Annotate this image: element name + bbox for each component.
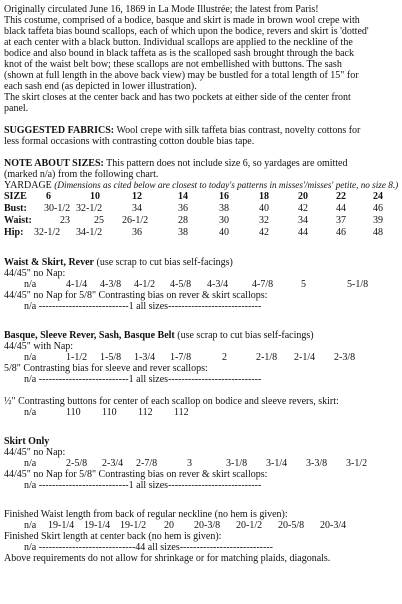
size-chart-row-bust [4, 203, 398, 215]
yardage-cell: 2-3/8 [334, 352, 356, 363]
yardage-cell: 4-1/4 [66, 279, 88, 290]
intro-line: each sash end (as depicted in lower illustration). [4, 81, 197, 92]
size-chart-cell: 32 [259, 215, 269, 226]
yardage-cell: 1-3/4 [134, 352, 156, 363]
finished-waist-row [4, 520, 398, 531]
yardage-cell: 3-1/8 [226, 458, 248, 469]
all-sizes-line: n/a ---------------------------1 all sizes---------------------------- [24, 301, 262, 312]
skirt-only-section [4, 436, 398, 491]
basque-heading: Basque, Sleeve Rever, Sash, Basque Belt [4, 330, 175, 341]
size-chart-cell: 22 [336, 191, 346, 202]
basque-heading-note: (use scrap to cut bias self-facings) [174, 330, 314, 341]
finished-waist-line: Finished Waist length from back of regular neckline (no hem is given): [4, 509, 288, 520]
yardage-label: YARDAGE [4, 180, 55, 191]
intro-line: Originally circulated June 16, 1869 in La Mode Illustrée; the latest from Paris! [4, 4, 319, 15]
buttons-line: ½" Contrasting buttons for center of each scallop on bodice and sleeve revers, skirt: [4, 396, 339, 407]
finished-waist-cell: 20-3/8 [194, 520, 221, 531]
size-chart-cell: 28 [178, 215, 188, 226]
yardage-cell: 3 [187, 458, 192, 469]
size-chart-cell: 39 [373, 215, 383, 226]
size-chart-cell: 24 [373, 191, 383, 202]
size-chart-cell: 30-1/2 [44, 203, 71, 214]
fabrics-text: Wool crepe with silk taffeta bias contrast, novelty cottons for [114, 125, 361, 136]
size-chart-cell: 42 [259, 227, 269, 238]
buttons-cell: n/a [24, 407, 37, 418]
size-chart-label: Bust: [4, 203, 27, 214]
all-sizes-line: n/a -----------------------------44 all sizes---------------------------- [24, 542, 273, 553]
intro-line: knot of the waist belt bow; these scallops are not embellished with buttons. The sash [4, 59, 342, 70]
fabric-line: 44/45" no Nap: [4, 268, 66, 279]
intro-line: bodice and also bound in black taffeta as is the scalloped sash brought through the back [4, 48, 354, 59]
size-chart-cell: 46 [373, 203, 383, 214]
size-chart-cell: 46 [336, 227, 346, 238]
finished-lengths-section [4, 509, 398, 564]
size-chart-label: Hip: [4, 227, 24, 238]
finished-waist-cell: 19-1/4 [84, 520, 111, 531]
yardage-cell: 2-5/8 [66, 458, 88, 469]
size-chart-cell: 10 [90, 191, 100, 202]
yardage-cell: 3-1/2 [346, 458, 368, 469]
size-chart-cell: 18 [259, 191, 269, 202]
buttons-cell: 112 [138, 407, 153, 418]
waist-skirt-heading-note: (use scrap to cut bias self-facings) [94, 257, 233, 268]
size-chart-cell: 38 [219, 203, 229, 214]
contrast-line: 5/8" Contrasting bias for sleeve and rever scallops: [4, 363, 208, 374]
size-chart-cell: 40 [219, 227, 229, 238]
size-chart-label: SIZE [4, 191, 27, 202]
size-chart-label: Waist: [4, 215, 32, 226]
yardage-row [4, 352, 398, 363]
size-chart-cell: 6 [46, 191, 51, 202]
size-chart-cell: 23 [60, 215, 70, 226]
size-chart-row-waist [4, 215, 398, 227]
sizes-text: (marked n/a) from the following chart. [4, 169, 159, 180]
yardage-cell: n/a [24, 279, 37, 290]
basque-section [4, 330, 398, 418]
yardage-cell: 2 [222, 352, 227, 363]
waist-skirt-heading: Waist & Skirt, Rever [4, 257, 94, 268]
intro-paragraph [4, 4, 398, 114]
finished-waist-cell: 20-1/2 [236, 520, 263, 531]
yardage-row [4, 279, 398, 290]
yardage-cell: 4-1/2 [134, 279, 156, 290]
size-chart-cell: 37 [336, 215, 346, 226]
contrast-line: 44/45" no Nap for 5/8" Contrasting bias on rever & skirt scallops: [4, 469, 268, 480]
finished-waist-cell: 20-5/8 [278, 520, 305, 531]
size-chart-cell: 36 [178, 203, 188, 214]
size-chart-cell: 44 [298, 227, 308, 238]
skirt-only-heading: Skirt Only [4, 436, 50, 447]
fabrics-heading: SUGGESTED FABRICS: [4, 125, 115, 136]
yardage-cell: 5-1/8 [347, 279, 369, 290]
size-chart-row-size [4, 191, 398, 203]
intro-line: panel. [4, 103, 29, 114]
yardage-cell: 3-3/8 [306, 458, 328, 469]
yardage-cell: n/a [24, 458, 37, 469]
yardage-cell: 2-7/8 [136, 458, 158, 469]
finished-waist-cell: 19-1/2 [120, 520, 147, 531]
yardage-note: (Dimensions as cited below are closest to today's patterns in misses'/misses' petite, no size 8.) [54, 180, 399, 190]
fabric-line: 44/45" no Nap: [4, 447, 66, 458]
yardage-cell: 2-1/4 [294, 352, 316, 363]
intro-line: (shown at full length in the above back view) may be bustled for a total length of 15" for [4, 70, 359, 81]
finished-waist-cell: 19-1/4 [48, 520, 75, 531]
size-chart [4, 191, 398, 239]
yardage-cell: 4-3/8 [100, 279, 122, 290]
yardage-cell: 4-3/4 [207, 279, 229, 290]
finished-skirt-line: Finished Skirt length at center back (no hem is given): [4, 531, 222, 542]
yardage-cell: 2-3/4 [102, 458, 124, 469]
yardage-cell: 1-1/2 [66, 352, 88, 363]
yardage-cell: 4-5/8 [170, 279, 192, 290]
yardage-cell: 5 [301, 279, 306, 290]
intro-line: The skirt closes at the center back and has two pockets at either side of the center front [4, 92, 351, 103]
yardage-cell: n/a [24, 352, 37, 363]
size-chart-cell: 34 [132, 203, 142, 214]
suggested-fabrics [4, 125, 398, 147]
fabrics-text: less formal occasions with contrasting cotton double bias tape. [4, 136, 255, 147]
size-chart-cell: 30 [219, 215, 229, 226]
size-chart-row-hip [4, 227, 398, 239]
yardage-cell: 2-1/8 [256, 352, 278, 363]
size-chart-cell: 38 [178, 227, 188, 238]
yardage-cell: 4-7/8 [252, 279, 274, 290]
size-chart-cell: 40 [259, 203, 269, 214]
fabric-line: 44/45" with Nap: [4, 341, 74, 352]
note-about-sizes [4, 158, 398, 191]
size-chart-cell: 25 [94, 215, 104, 226]
intro-line: at each center with a black button. Individual scallops are applied to the neckline of the [4, 37, 353, 48]
size-chart-cell: 34 [298, 215, 308, 226]
all-sizes-line: n/a ---------------------------1 all sizes---------------------------- [24, 374, 262, 385]
buttons-cell: 110 [102, 407, 117, 418]
all-sizes-line: n/a ---------------------------1 all sizes---------------------------- [24, 480, 262, 491]
size-chart-cell: 20 [298, 191, 308, 202]
size-chart-cell: 32-1/2 [76, 203, 103, 214]
contrast-line: 44/45" no Nap for 5/8" Contrasting bias on rever & skirt scallops: [4, 290, 268, 301]
sizes-text: This pattern does not include size 6, so yardages are omitted [103, 158, 348, 169]
yardage-cell: 3-1/4 [266, 458, 288, 469]
yardage-cell: 1-5/8 [100, 352, 122, 363]
intro-line: black taffeta bias bound scallops, each of which upon the bodice, revers and skirt is 'dotted' [4, 26, 369, 37]
buttons-cell: 112 [174, 407, 189, 418]
closing-note: Above requirements do not allow for shrinkage or for matching plaids, diagonals. [4, 553, 331, 564]
buttons-row [4, 407, 398, 418]
yardage-row [4, 458, 398, 469]
sizes-heading: NOTE ABOUT SIZES: [4, 158, 104, 169]
size-chart-cell: 44 [336, 203, 346, 214]
finished-waist-cell: 20 [164, 520, 174, 531]
waist-skirt-section [4, 257, 398, 312]
size-chart-cell: 48 [373, 227, 383, 238]
size-chart-cell: 26-1/2 [122, 215, 149, 226]
finished-waist-cell: 20-3/4 [320, 520, 347, 531]
size-chart-cell: 36 [132, 227, 142, 238]
size-chart-cell: 42 [298, 203, 308, 214]
buttons-cell: 110 [66, 407, 81, 418]
size-chart-cell: 12 [132, 191, 142, 202]
finished-waist-cell: n/a [24, 520, 37, 531]
size-chart-cell: 32-1/2 [34, 227, 61, 238]
size-chart-cell: 16 [219, 191, 229, 202]
size-chart-cell: 14 [178, 191, 188, 202]
yardage-cell: 1-7/8 [170, 352, 192, 363]
size-chart-cell: 34-1/2 [76, 227, 103, 238]
intro-line: This costume, comprised of a bodice, basque and skirt is made in brown wool crepe with [4, 15, 360, 26]
